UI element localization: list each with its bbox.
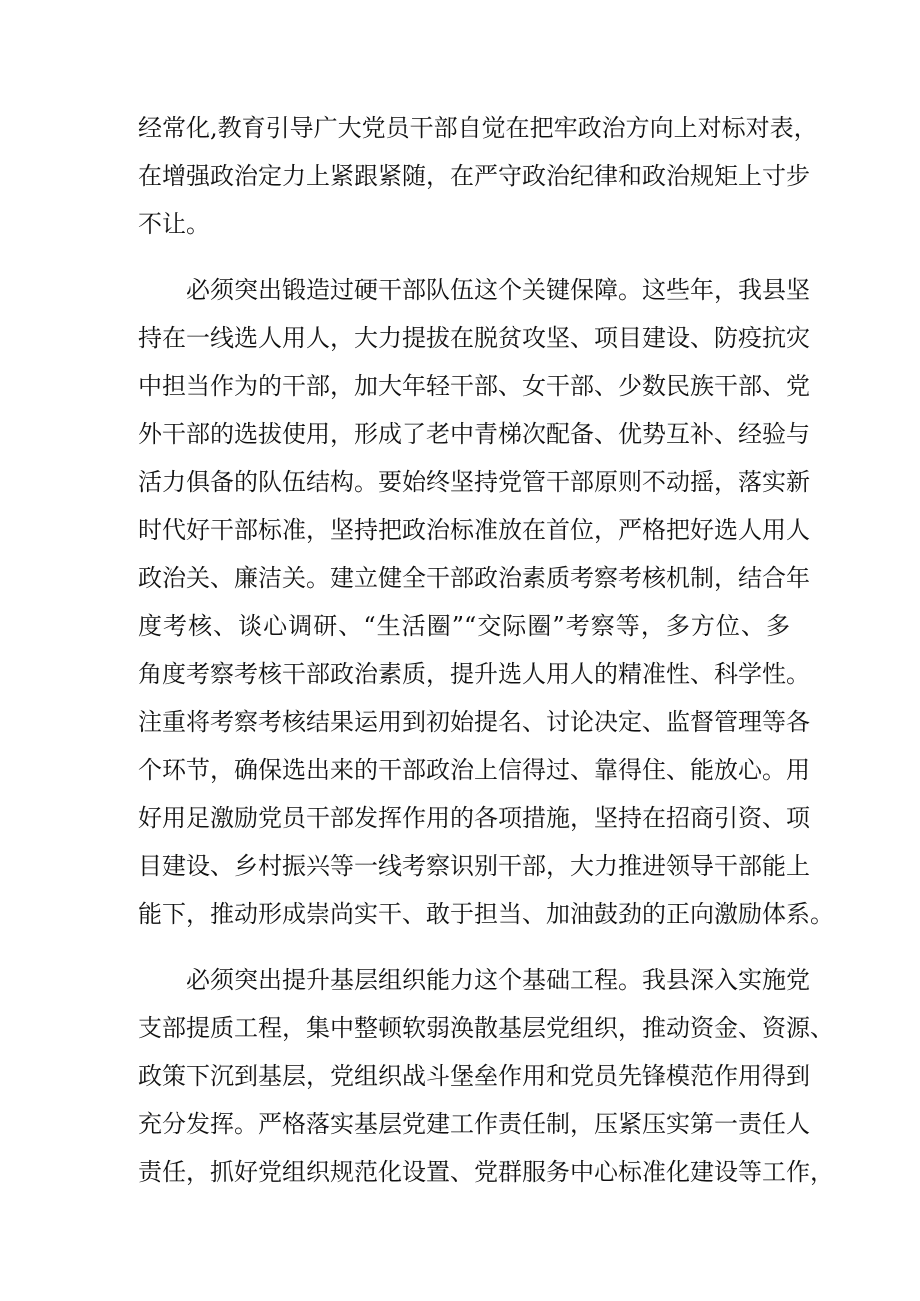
text-line: 充分发挥。严格落实基层党建工作责任制，压紧压实第一责任人 [138,1110,810,1138]
text-line: 好用足激励党员干部发挥作用的各项措施，坚持在招商引资、项 [138,804,810,832]
text-line: 个环节，确保选出来的干部政治上信得过、靠得住、能放心。用 [138,756,810,784]
text-line: 在增强政治定力上紧跟紧随，在严守政治纪律和政治规矩上寸步 [138,162,810,190]
text-line: 必须突出提升基层组织能力这个基础工程。我县深入实施党 [138,966,810,994]
text-line: 能下，推动形成崇尚实干、敢于担当、加油鼓劲的正向激励体系。 [138,900,834,928]
paragraph-1 [138,104,818,248]
text-line: 中担当作为的干部，加大年轻干部、女干部、少数民族干部、党 [138,372,810,400]
paragraph-3 [138,956,834,1196]
text-line: 必须突出锻造过硬干部队伍这个关键保障。这些年，我县坚 [138,276,810,304]
text-line: 政策下沉到基层，党组织战斗堡垒作用和党员先锋模范作用得到 [138,1062,810,1090]
text-line: 活力俱备的队伍结构。要始终坚持党管干部原则不动摇，落实新 [138,468,810,496]
text-line: 支部提质工程，集中整顿软弱涣散基层党组织，推动资金、资源、 [138,1014,834,1042]
text-line: 政治关、廉洁关。建立健全干部政治素质考察考核机制，结合年 [138,564,810,592]
text-line: 度考核、谈心调研、“生活圈”“交际圈”考察等，多方位、多 [138,612,790,640]
body-text [138,104,834,1214]
text-line: 责任，抓好党组织规范化设置、党群服务中心标准化建设等工作， [138,1158,834,1186]
text-line: 角度考察考核干部政治素质，提升选人用人的精准性、科学性。 [138,660,810,688]
text-line: 时代好干部标准，坚持把政治标准放在首位，严格把好选人用人 [138,516,810,544]
text-line: 经常化,教育引导广大党员干部自觉在把牢政治方向上对标对表， [138,114,818,142]
text-line: 目建设、乡村振兴等一线考察识别干部，大力推进领导干部能上 [138,852,810,880]
paragraph-2 [138,266,834,938]
text-line: 持在一线选人用人，大力提拔在脱贫攻坚、项目建设、防疫抗灾 [138,324,810,352]
text-line: 不让。 [138,210,210,238]
text-line: 注重将考察考核结果运用到初始提名、讨论决定、监督管理等各 [138,708,810,736]
text-line: 外干部的选拔使用，形成了老中青梯次配备、优势互补、经验与 [138,420,810,448]
